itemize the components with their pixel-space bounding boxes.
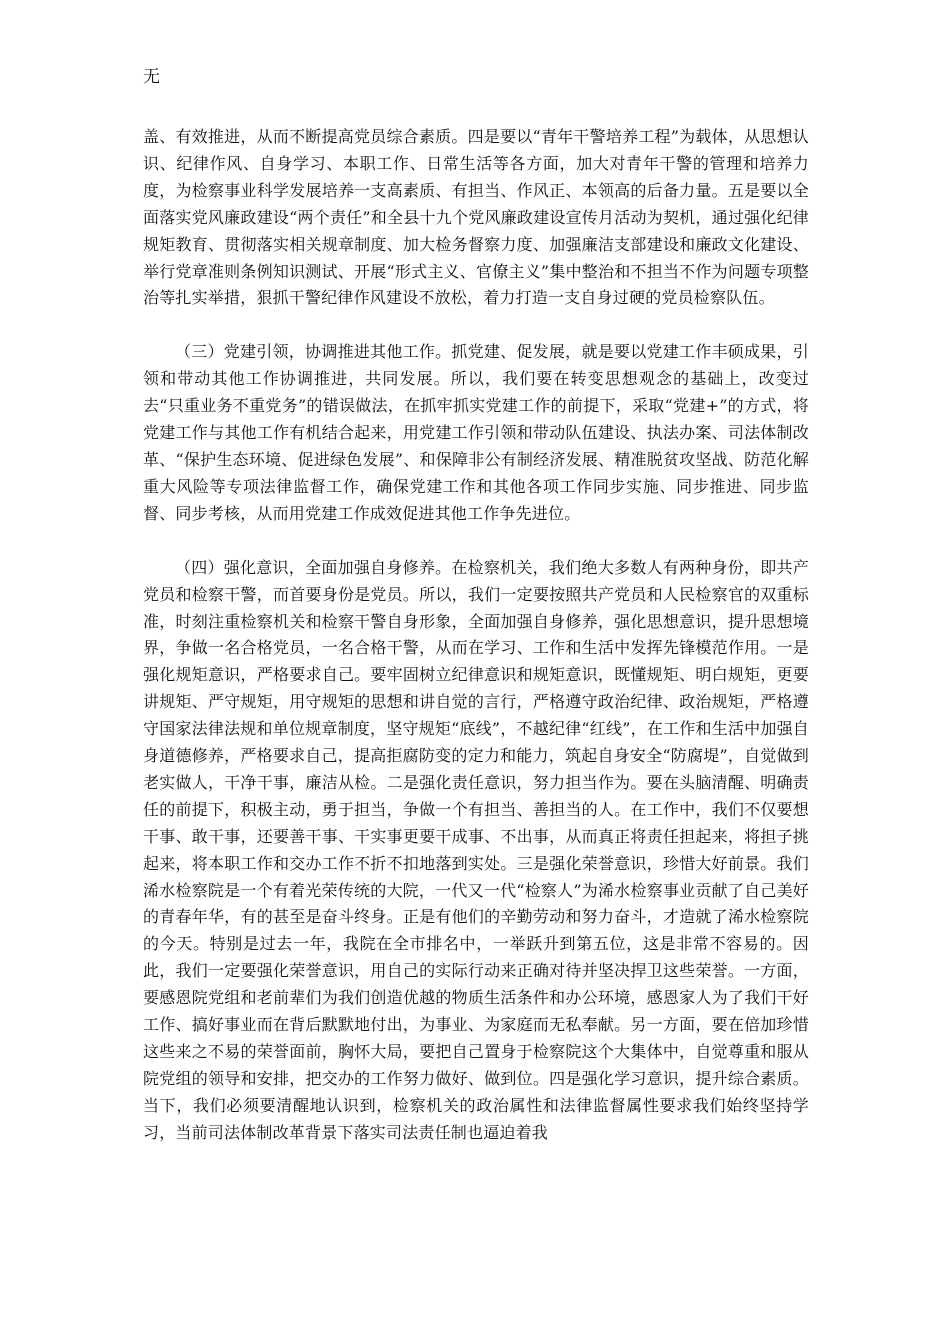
paragraph-section-4: （四）强化意识，全面加强自身修养。在检察机关，我们绝大多数人有两种身份，即共产党员和检察干警，而首要身份是党员。所以，我们一定要按照共产党员和人民检察官的双重标准，时刻注重检察机关和检察干警自身形象，全面加强自身修养，强化思想意识，提升思想境界，争做一名合格党员，一名合格干警，从而在学习、工作和生活中发挥先锋模范作用。一是强化规矩意识，严格要求自己。要牢固树立纪律意识和规矩意识，既懂规矩、明白规矩，更要讲规矩、严守规矩，用守规矩的思想和讲自觉的言行，严格遵守政治纪律、政治规矩，严格遵守国家法律法规和单位规章制度，坚守规矩“底线”，不越纪律“红线”，在工作和生活中加强自身道德修养，严格要求自己，提高拒腐防变的定力和能力，筑起自身安全“防腐堤”，自觉做到老实做人，干净干事，廉洁从检。二是强化责任意识，努力担当作为。要在头脑清醒、明确责任的前提下，积极主动，勇于担当，争做一个有担当、善担当的人。在工作中，我们不仅要想干事、敢干事，还要善干事、干实事更要干成事、不出事，从而真正将责任担起来，将担子挑起来，将本职工作和交办工作不折不扣地落到实处。三是强化荣誉意识，珍惜大好前景。我们浠水检察院是一个有着光荣传统的大院，一代又一代“检察人”为浠水检察事业贡献了自己美好的青春年华，有的甚至是奋斗终身。正是有他们的辛勤劳动和努力奋斗，才造就了浠水检察院的今天。特别是过去一年，我院在全市排名中，一举跃升到第五位，这是非常不容易的。因此，我们一定要强化荣誉意识，用自己的实际行动来正确对待并坚决捍卫这些荣誉。一方面，要感恩院党组和老前辈们为我们创造优越的物质生活条件和办公环境，感恩家人为了我们干好工作、搞好事业而在背后默默地付出，为事业、为家庭而无私奉献。另一方面，要在倍加珍惜这些来之不易的荣誉面前，胸怀大局，要把自己置身于检察院这个大集体中，自觉尊重和服从院党组的领导和安排，把交办的工作努力做好、做到位。四是强化学习意识，提升综合素质。当下，我们必须要清醒地认识到，检察机关的政治属性和法律监督属性要求我们始终坚持学习，当前司法体制改革背景下落实司法责任制也逼迫着我 bbox=[143, 557, 809, 1142]
paragraph-gap bbox=[143, 528, 809, 555]
paragraph-section-3: （三）党建引领，协调推进其他工作。抓党建、促发展，就是要以党建工作丰硕成果，引领和带动其他工作协调推进，共同发展。所以，我们要在转变思想观念的基础上，改变过去“只重业务不重党务”的错误做法，在抓牢抓实党建工作的前提下，采取“党建+”的方式，将党建工作与其他工作有机结合起来，用党建工作引领和带动队伍建设、执法办案、司法体制改革、“保护生态环境、促进绿色发展”、和保障非公有制经济发展、精准脱贫攻坚战、防范化解重大风险等专项法律监督工作，确保党建工作和其他各项工作同步实施、同步推进、同步监督、同步考核，从而用党建工作成效促进其他工作争先进位。 bbox=[143, 342, 809, 523]
paragraph-continuation: 盖、有效推进，从而不断提高党员综合素质。四是要以“青年干警培养工程”为载体，从思想认识、纪律作风、自身学习、本职工作、日常生活等各方面，加大对青年干警的管理和培养力度，为检察事业科学发展培养一支高素质、有担当、作风正、本领高的后备力量。五是要以全面落实党风廉政建设“两个责任”和全县十九个党风廉政建设宣传月活动为契机，通过强化纪律规矩教育、贯彻落实相关规章制度、加大检务督察力度、加强廉洁支部建设和廉政文化建设、举行党章准则条例知识测试、开展“形式主义、官僚主义”集中整治和不担当不作为问题专项整治等扎实举措，狠抓干警纪律作风建设不放松，着力打造一支自身过硬的党员检察队伍。 bbox=[143, 127, 809, 308]
document-body bbox=[143, 124, 809, 1147]
page-header: 无 bbox=[143, 67, 160, 87]
paragraph-gap bbox=[143, 312, 809, 339]
